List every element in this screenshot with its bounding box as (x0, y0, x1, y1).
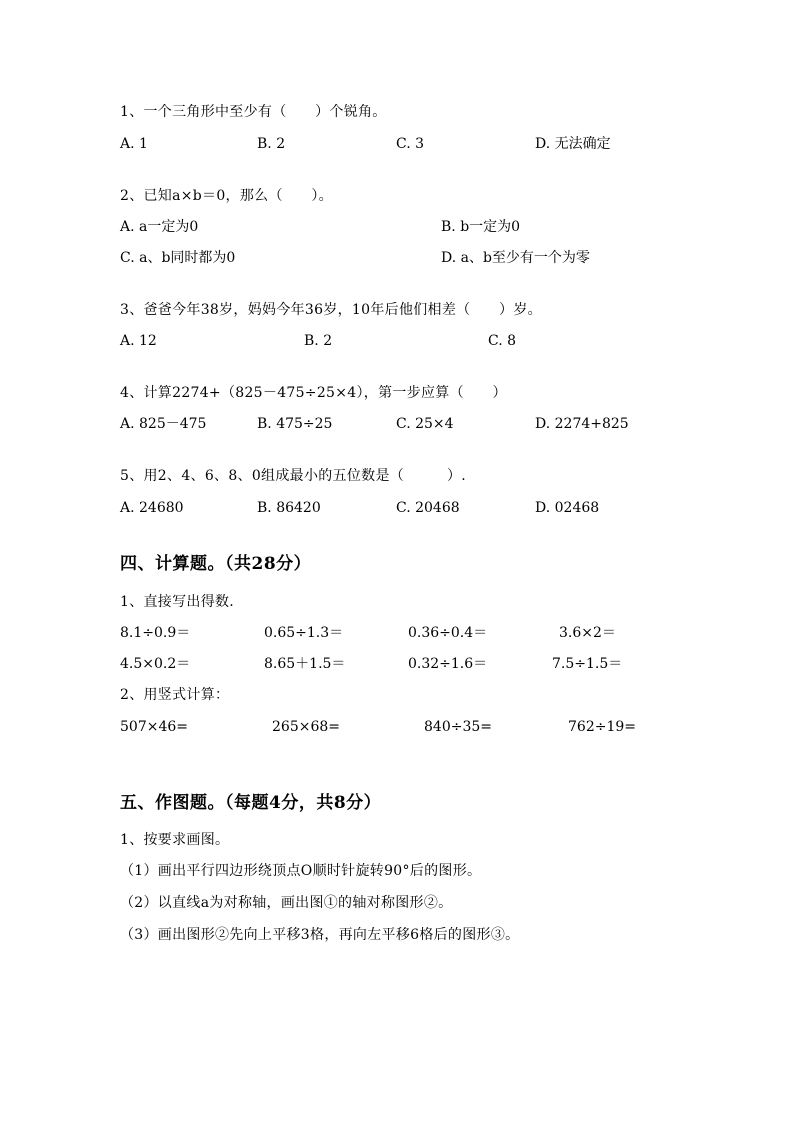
section-5-subtitle-1: 1、按要求画图。 (120, 832, 230, 848)
vertical-calc-item: 762÷19= (568, 719, 636, 735)
calc-item: 7.5÷1.5＝ (552, 656, 623, 672)
section-5-title: 五、作图题。（每题4分，共8分） (120, 793, 382, 813)
drawing-task-2: （2）以直线a为对称轴，画出图①的轴对称图形②。 (120, 895, 453, 911)
question-5-option-d: D. 02468 (535, 500, 600, 516)
drawing-task-1: （1）画出平行四边形绕顶点O顺时针旋转90°后的图形。 (120, 863, 482, 879)
calc-item: 8.1÷0.9＝ (120, 625, 191, 641)
section-4-title: 四、计算题。（共28分） (120, 554, 312, 574)
question-3-option-c: C. 8 (488, 333, 517, 349)
question-4-option-d: D. 2274+825 (535, 416, 629, 432)
question-5-option-a: A. 24680 (120, 500, 184, 516)
question-1-stem: 1、一个三角形中至少有（ ）个锐角。 (120, 104, 387, 120)
question-1-option-c: C. 3 (396, 136, 425, 152)
vertical-calc-item: 840÷35= (424, 719, 492, 735)
question-5-option-b: B. 86420 (257, 500, 321, 516)
vertical-calc-item: 265×68= (272, 719, 340, 735)
section-4-subtitle-1: 1、直接写出得数. (120, 594, 235, 610)
section-4-subtitle-2: 2、用竖式计算： (120, 687, 230, 703)
question-5-stem: 5、用2、4、6、8、0组成最小的五位数是（ ）. (120, 468, 466, 484)
question-2-option-b: B. b一定为0 (441, 219, 521, 235)
question-4-option-a: A. 825－475 (120, 416, 207, 432)
question-3-option-a: A. 12 (120, 333, 157, 349)
drawing-task-3: （3）画出图形②先向上平移3格，再向左平移6格后的图形③。 (120, 927, 520, 943)
vertical-calc-item: 507×46= (120, 719, 188, 735)
question-2-stem: 2、已知a×b＝0，那么（ ）。 (120, 188, 333, 204)
calc-item: 8.65＋1.5＝ (264, 656, 346, 672)
question-3-stem: 3、爸爸今年38岁，妈妈今年36岁，10年后他们相差（ ）岁。 (120, 302, 542, 318)
question-4-option-b: B. 475÷25 (257, 416, 333, 432)
question-2-option-c: C. a、b同时都为0 (120, 250, 236, 266)
question-2-option-d: D. a、b至少有一个为零 (441, 250, 590, 266)
question-2-option-a: A. a一定为0 (120, 219, 199, 235)
question-3-option-b: B. 2 (304, 333, 333, 349)
question-1-option-a: A. 1 (120, 136, 148, 152)
calc-item: 0.65÷1.3＝ (264, 625, 344, 641)
question-4-option-c: C. 25×4 (396, 416, 454, 432)
question-4-stem: 4、计算2274+（825－475÷25×4），第一步应算（ ） (120, 385, 507, 401)
question-1-option-b: B. 2 (257, 136, 286, 152)
calc-item: 0.32÷1.6＝ (408, 656, 488, 672)
question-5-option-c: C. 20468 (396, 500, 460, 516)
calc-item: 4.5×0.2＝ (120, 656, 191, 672)
question-1-option-d: D. 无法确定 (535, 136, 611, 152)
calc-item: 0.36÷0.4＝ (408, 625, 488, 641)
calc-item: 3.6×2＝ (559, 625, 616, 641)
